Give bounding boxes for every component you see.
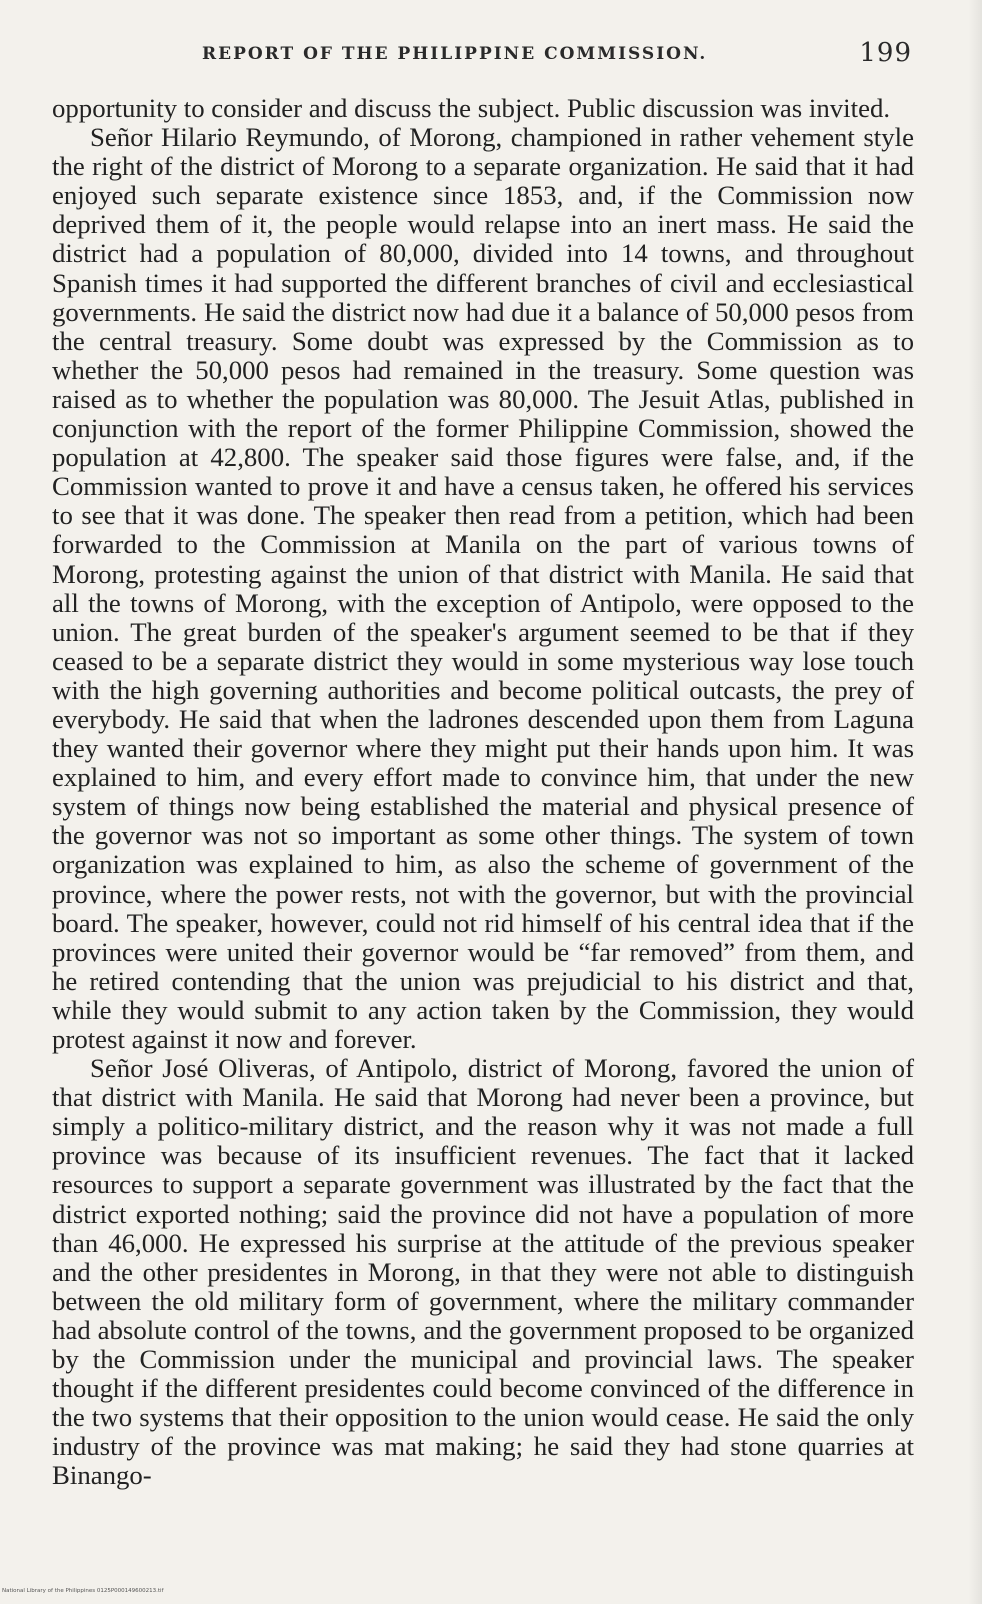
running-head: REPORT OF THE PHILIPPINE COMMISSION. — [202, 44, 708, 64]
scan-edge-shadow — [968, 0, 982, 1604]
paragraph-reymundo: Señor Hilario Reymundo, of Morong, championed in rather vehement style the right of the district of Morong to a separate organization. He said that it had enjoyed such separate existence since 1853, and, if the Commission now deprived them of it, the people would relapse into an inert mass. He said the district had a population of 80,000, divided into 14 towns, and throughout Spanish times it had supported the different branches of civil and ecclesiastical governments. He said the district now had due it a balance of 50,000 pesos from the central treasury. Some doubt was expressed by the Commission as to whether the 50,000 pesos had remained in the treasury. Some question was raised as to whether the population was 80,000. The Jesuit Atlas, published in conjunction with the report of the former Philippine Commission, showed the population at 42,800. The speaker said those figures were false, and, if the Commission wanted to prove it and have a census taken, he offered his services to see that it was done. The speaker then read from a petition, which had been forwarded to the Commission at Manila on the part of various towns of Morong, protesting against the union of that district with Manila. He said that all the towns of Morong, with the exception of Antipolo, were opposed to the union. The great burden of the speaker's argument seemed to be that if they ceased to be a separate district they would in some mysterious way lose touch with the high governing authorities and become political outcasts, the prey of everybody. He said that when the ladrones descended upon them from Laguna they wanted their governor where they might put their hands upon him. It was explained to him, and every effort made to convince him, that under the new system of things now being established the material and physical presence of the governor was not so important as some other things. The system of town organization was explained to him, as also the scheme of government of the province, where the power rests, not with the governor, but with the provincial board. The speaker, however, could not rid himself of his central idea that if the provinces were united their governor would be “far removed” from them, and he retired contending that the union was prejudicial to his district and that, while they would submit to any action taken by the Commission, they would protest against it now and forever. — [52, 122, 914, 1054]
paragraph-continuation: opportunity to consider and discuss the subject. Public discussion was invited. — [52, 93, 891, 123]
scan-credit: National Library of the Philippines 0125P000149600213.tif — [2, 1588, 164, 1594]
body-text — [52, 94, 914, 1491]
paragraph-oliveras: Señor José Oliveras, of Antipolo, district of Morong, favored the union of that district with Manila. He said that Morong had never been a province, but simply a politico-military district, and the reason why it was not made a full province was because of its insufficient revenues. The fact that it lacked resources to support a separate government was illustrated by the fact that the district exported nothing; said the province did not have a population of more than 46,000. He expressed his surprise at the attitude of the previous speaker and the other presidentes in Morong, in that they were not able to distinguish between the old military form of government, where the military commander had absolute control of the towns, and the government proposed to be organized by the Commission under the municipal and provincial laws. The speaker thought if the different presidentes could become convinced of the difference in the two systems that their opposition to the union would cease. He said the only industry of the province was mat making; he said they had stone quarries at Binango- — [52, 1053, 914, 1491]
page-number: 199 — [859, 38, 912, 68]
page-header — [52, 38, 912, 68]
